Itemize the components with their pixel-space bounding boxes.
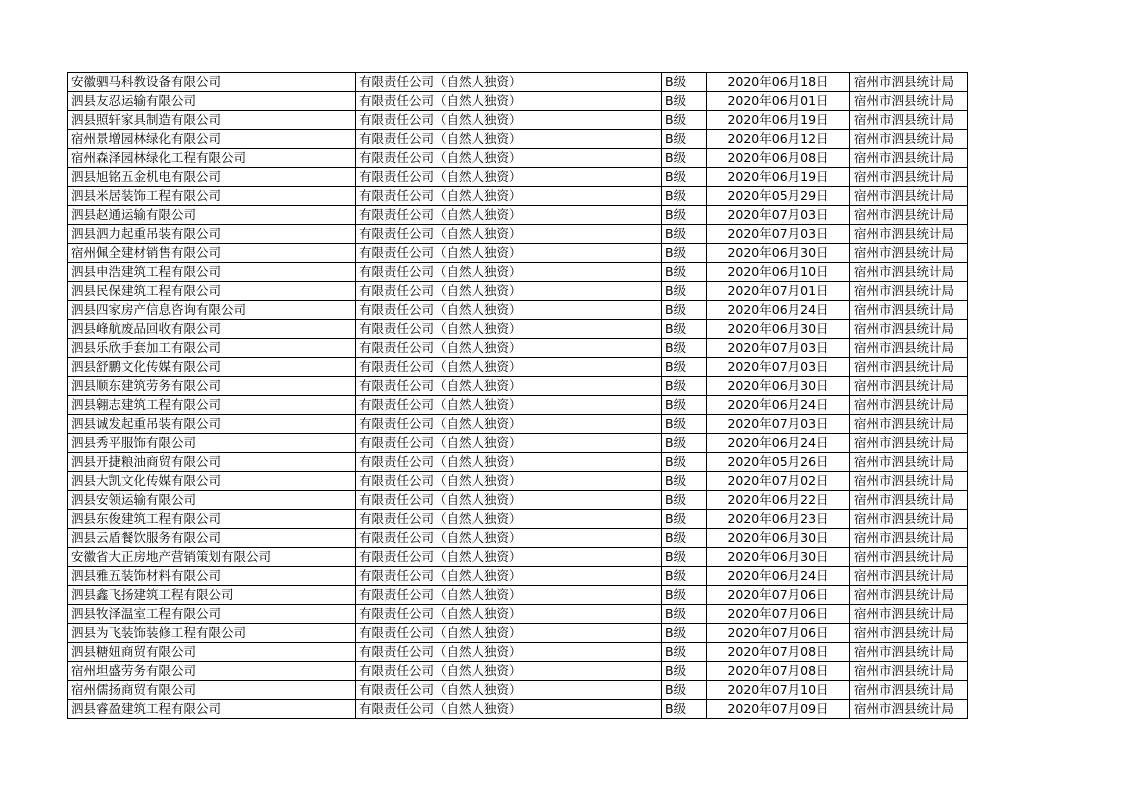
rating-date-cell: 2020年06月19日: [707, 168, 850, 187]
rating-date-cell: 2020年07月10日: [707, 681, 850, 700]
company-type-cell: 有限责任公司（自然人独资）: [356, 548, 662, 567]
company-type-cell: 有限责任公司（自然人独资）: [356, 491, 662, 510]
table-row: [68, 586, 968, 605]
rating-authority-cell: 宿州市泗县统计局: [850, 301, 968, 320]
rating-authority-cell: 宿州市泗县统计局: [850, 396, 968, 415]
table-row: [68, 624, 968, 643]
company-type-cell: 有限责任公司（自然人独资）: [356, 567, 662, 586]
company-name-cell: 泗县糖妞商贸有限公司: [68, 643, 356, 662]
credit-grade-cell: B级: [662, 624, 707, 643]
rating-date-cell: 2020年06月08日: [707, 149, 850, 168]
credit-grade-cell: B级: [662, 111, 707, 130]
rating-date-cell: 2020年07月03日: [707, 339, 850, 358]
table-row: [68, 225, 968, 244]
table-row: [68, 396, 968, 415]
credit-grade-cell: B级: [662, 339, 707, 358]
company-type-cell: 有限责任公司（自然人独资）: [356, 377, 662, 396]
company-name-cell: 泗县大凯文化传媒有限公司: [68, 472, 356, 491]
company-name-cell: 宿州佩全建材销售有限公司: [68, 244, 356, 263]
credit-grade-cell: B级: [662, 92, 707, 111]
rating-authority-cell: 宿州市泗县统计局: [850, 168, 968, 187]
rating-date-cell: 2020年07月01日: [707, 282, 850, 301]
rating-authority-cell: 宿州市泗县统计局: [850, 92, 968, 111]
table-row: [68, 282, 968, 301]
credit-grade-cell: B级: [662, 187, 707, 206]
company-type-cell: 有限责任公司（自然人独资）: [356, 453, 662, 472]
company-name-cell: 泗县东俊建筑工程有限公司: [68, 510, 356, 529]
company-name-cell: 宿州森泽园林绿化工程有限公司: [68, 149, 356, 168]
table-row: [68, 605, 968, 624]
company-name-cell: 泗县安领运输有限公司: [68, 491, 356, 510]
credit-grade-cell: B级: [662, 586, 707, 605]
credit-grade-cell: B级: [662, 320, 707, 339]
company-type-cell: 有限责任公司（自然人独资）: [356, 510, 662, 529]
rating-date-cell: 2020年06月24日: [707, 567, 850, 586]
credit-grade-cell: B级: [662, 643, 707, 662]
rating-date-cell: 2020年06月18日: [707, 73, 850, 92]
rating-authority-cell: 宿州市泗县统计局: [850, 111, 968, 130]
company-name-cell: 泗县开捷粮油商贸有限公司: [68, 453, 356, 472]
company-type-cell: 有限责任公司（自然人独资）: [356, 643, 662, 662]
company-type-cell: 有限责任公司（自然人独资）: [356, 244, 662, 263]
company-name-cell: 泗县翱志建筑工程有限公司: [68, 396, 356, 415]
table-row: [68, 662, 968, 681]
rating-authority-cell: 宿州市泗县统计局: [850, 567, 968, 586]
rating-date-cell: 2020年07月03日: [707, 358, 850, 377]
company-type-cell: 有限责任公司（自然人独资）: [356, 586, 662, 605]
rating-date-cell: 2020年05月29日: [707, 187, 850, 206]
rating-authority-cell: 宿州市泗县统计局: [850, 320, 968, 339]
company-name-cell: 宿州坦盛劳务有限公司: [68, 662, 356, 681]
company-type-cell: 有限责任公司（自然人独资）: [356, 225, 662, 244]
company-name-cell: 泗县舒鹏文化传媒有限公司: [68, 358, 356, 377]
table-row: [68, 339, 968, 358]
company-type-cell: 有限责任公司（自然人独资）: [356, 472, 662, 491]
company-name-cell: 泗县照轩家具制造有限公司: [68, 111, 356, 130]
rating-authority-cell: 宿州市泗县统计局: [850, 282, 968, 301]
rating-date-cell: 2020年06月24日: [707, 434, 850, 453]
rating-date-cell: 2020年06月24日: [707, 301, 850, 320]
company-type-cell: 有限责任公司（自然人独资）: [356, 662, 662, 681]
table-row: [68, 206, 968, 225]
rating-date-cell: 2020年06月12日: [707, 130, 850, 149]
table-row: [68, 263, 968, 282]
company-name-cell: 泗县赵通运输有限公司: [68, 206, 356, 225]
rating-date-cell: 2020年06月30日: [707, 548, 850, 567]
table-row: [68, 320, 968, 339]
credit-grade-cell: B级: [662, 282, 707, 301]
company-type-cell: 有限责任公司（自然人独资）: [356, 529, 662, 548]
table-row: [68, 92, 968, 111]
table-row: [68, 149, 968, 168]
rating-authority-cell: 宿州市泗县统计局: [850, 529, 968, 548]
credit-grade-cell: B级: [662, 662, 707, 681]
rating-authority-cell: 宿州市泗县统计局: [850, 225, 968, 244]
company-name-cell: 泗县雅五装饰材料有限公司: [68, 567, 356, 586]
company-name-cell: 泗县睿盈建筑工程有限公司: [68, 700, 356, 719]
company-credit-table: [67, 72, 968, 719]
credit-grade-cell: B级: [662, 396, 707, 415]
company-type-cell: 有限责任公司（自然人独资）: [356, 434, 662, 453]
rating-authority-cell: 宿州市泗县统计局: [850, 510, 968, 529]
company-name-cell: 宿州儒扬商贸有限公司: [68, 681, 356, 700]
company-type-cell: 有限责任公司（自然人独资）: [356, 320, 662, 339]
credit-grade-cell: B级: [662, 149, 707, 168]
company-type-cell: 有限责任公司（自然人独资）: [356, 149, 662, 168]
rating-authority-cell: 宿州市泗县统计局: [850, 377, 968, 396]
credit-grade-cell: B级: [662, 491, 707, 510]
credit-grade-cell: B级: [662, 472, 707, 491]
credit-grade-cell: B级: [662, 605, 707, 624]
table-row: [68, 301, 968, 320]
company-name-cell: 泗县顺东建筑劳务有限公司: [68, 377, 356, 396]
rating-date-cell: 2020年07月03日: [707, 225, 850, 244]
company-name-cell: 泗县申浩建筑工程有限公司: [68, 263, 356, 282]
rating-authority-cell: 宿州市泗县统计局: [850, 415, 968, 434]
rating-authority-cell: 宿州市泗县统计局: [850, 700, 968, 719]
rating-authority-cell: 宿州市泗县统计局: [850, 453, 968, 472]
rating-date-cell: 2020年07月06日: [707, 624, 850, 643]
table-row: [68, 415, 968, 434]
credit-grade-cell: B级: [662, 73, 707, 92]
credit-grade-cell: B级: [662, 206, 707, 225]
company-name-cell: 泗县峰航废品回收有限公司: [68, 320, 356, 339]
company-type-cell: 有限责任公司（自然人独资）: [356, 168, 662, 187]
credit-grade-cell: B级: [662, 415, 707, 434]
rating-authority-cell: 宿州市泗县统计局: [850, 605, 968, 624]
company-type-cell: 有限责任公司（自然人独资）: [356, 605, 662, 624]
rating-date-cell: 2020年07月09日: [707, 700, 850, 719]
table-row: [68, 681, 968, 700]
company-type-cell: 有限责任公司（自然人独资）: [356, 301, 662, 320]
rating-authority-cell: 宿州市泗县统计局: [850, 624, 968, 643]
company-name-cell: 泗县友忍运输有限公司: [68, 92, 356, 111]
credit-grade-cell: B级: [662, 244, 707, 263]
rating-date-cell: 2020年05月26日: [707, 453, 850, 472]
rating-authority-cell: 宿州市泗县统计局: [850, 130, 968, 149]
table-row: [68, 472, 968, 491]
company-name-cell: 泗县民保建筑工程有限公司: [68, 282, 356, 301]
company-name-cell: 宿州景增园林绿化有限公司: [68, 130, 356, 149]
rating-authority-cell: 宿州市泗县统计局: [850, 263, 968, 282]
company-name-cell: 泗县泗力起重吊装有限公司: [68, 225, 356, 244]
table-row: [68, 700, 968, 719]
company-type-cell: 有限责任公司（自然人独资）: [356, 700, 662, 719]
table-row: [68, 187, 968, 206]
table-body: [68, 73, 968, 719]
table-row: [68, 548, 968, 567]
table-row: [68, 111, 968, 130]
credit-grade-cell: B级: [662, 529, 707, 548]
company-type-cell: 有限责任公司（自然人独资）: [356, 263, 662, 282]
company-type-cell: 有限责任公司（自然人独资）: [356, 681, 662, 700]
rating-authority-cell: 宿州市泗县统计局: [850, 73, 968, 92]
company-type-cell: 有限责任公司（自然人独资）: [356, 92, 662, 111]
table-row: [68, 491, 968, 510]
rating-date-cell: 2020年07月08日: [707, 643, 850, 662]
rating-date-cell: 2020年07月03日: [707, 206, 850, 225]
credit-grade-cell: B级: [662, 681, 707, 700]
credit-grade-cell: B级: [662, 168, 707, 187]
rating-authority-cell: 宿州市泗县统计局: [850, 472, 968, 491]
rating-authority-cell: 宿州市泗县统计局: [850, 244, 968, 263]
rating-date-cell: 2020年07月02日: [707, 472, 850, 491]
rating-date-cell: 2020年06月01日: [707, 92, 850, 111]
rating-authority-cell: 宿州市泗县统计局: [850, 206, 968, 225]
company-type-cell: 有限责任公司（自然人独资）: [356, 339, 662, 358]
company-type-cell: 有限责任公司（自然人独资）: [356, 358, 662, 377]
company-name-cell: 泗县四家房产信息咨询有限公司: [68, 301, 356, 320]
rating-date-cell: 2020年06月10日: [707, 263, 850, 282]
rating-authority-cell: 宿州市泗县统计局: [850, 434, 968, 453]
rating-authority-cell: 宿州市泗县统计局: [850, 491, 968, 510]
company-type-cell: 有限责任公司（自然人独资）: [356, 206, 662, 225]
credit-grade-cell: B级: [662, 548, 707, 567]
company-name-cell: 安徽驷马科教设备有限公司: [68, 73, 356, 92]
company-type-cell: 有限责任公司（自然人独资）: [356, 415, 662, 434]
table-row: [68, 244, 968, 263]
rating-date-cell: 2020年06月30日: [707, 244, 850, 263]
credit-grade-cell: B级: [662, 225, 707, 244]
rating-date-cell: 2020年06月30日: [707, 320, 850, 339]
rating-date-cell: 2020年07月06日: [707, 586, 850, 605]
company-type-cell: 有限责任公司（自然人独资）: [356, 130, 662, 149]
rating-date-cell: 2020年06月23日: [707, 510, 850, 529]
rating-authority-cell: 宿州市泗县统计局: [850, 586, 968, 605]
company-name-cell: 安徽省大正房地产营销策划有限公司: [68, 548, 356, 567]
company-name-cell: 泗县米居装饰工程有限公司: [68, 187, 356, 206]
company-type-cell: 有限责任公司（自然人独资）: [356, 396, 662, 415]
credit-grade-cell: B级: [662, 510, 707, 529]
rating-authority-cell: 宿州市泗县统计局: [850, 339, 968, 358]
rating-authority-cell: 宿州市泗县统计局: [850, 187, 968, 206]
rating-authority-cell: 宿州市泗县统计局: [850, 681, 968, 700]
table-row: [68, 168, 968, 187]
rating-date-cell: 2020年06月24日: [707, 396, 850, 415]
company-type-cell: 有限责任公司（自然人独资）: [356, 282, 662, 301]
company-type-cell: 有限责任公司（自然人独资）: [356, 624, 662, 643]
rating-date-cell: 2020年07月06日: [707, 605, 850, 624]
table-row: [68, 377, 968, 396]
table-row: [68, 510, 968, 529]
rating-date-cell: 2020年06月30日: [707, 377, 850, 396]
table-row: [68, 358, 968, 377]
company-name-cell: 泗县牧泽温室工程有限公司: [68, 605, 356, 624]
company-type-cell: 有限责任公司（自然人独资）: [356, 111, 662, 130]
table-row: [68, 643, 968, 662]
credit-grade-cell: B级: [662, 700, 707, 719]
credit-grade-cell: B级: [662, 567, 707, 586]
company-type-cell: 有限责任公司（自然人独资）: [356, 73, 662, 92]
company-name-cell: 泗县乐欣手套加工有限公司: [68, 339, 356, 358]
company-name-cell: 泗县旭铭五金机电有限公司: [68, 168, 356, 187]
rating-authority-cell: 宿州市泗县统计局: [850, 548, 968, 567]
rating-date-cell: 2020年06月19日: [707, 111, 850, 130]
table-row: [68, 73, 968, 92]
company-name-cell: 泗县鑫飞扬建筑工程有限公司: [68, 586, 356, 605]
table-row: [68, 130, 968, 149]
credit-grade-cell: B级: [662, 130, 707, 149]
credit-grade-cell: B级: [662, 453, 707, 472]
rating-date-cell: 2020年06月22日: [707, 491, 850, 510]
table-row: [68, 434, 968, 453]
rating-authority-cell: 宿州市泗县统计局: [850, 643, 968, 662]
company-type-cell: 有限责任公司（自然人独资）: [356, 187, 662, 206]
company-name-cell: 泗县云盾餐饮服务有限公司: [68, 529, 356, 548]
rating-authority-cell: 宿州市泗县统计局: [850, 662, 968, 681]
table-row: [68, 567, 968, 586]
company-name-cell: 泗县秀平服饰有限公司: [68, 434, 356, 453]
rating-date-cell: 2020年07月08日: [707, 662, 850, 681]
company-name-cell: 泗县诚发起重吊装有限公司: [68, 415, 356, 434]
company-name-cell: 泗县为飞装饰装修工程有限公司: [68, 624, 356, 643]
rating-authority-cell: 宿州市泗县统计局: [850, 358, 968, 377]
rating-date-cell: 2020年06月30日: [707, 529, 850, 548]
rating-authority-cell: 宿州市泗县统计局: [850, 149, 968, 168]
table-row: [68, 529, 968, 548]
credit-grade-cell: B级: [662, 358, 707, 377]
credit-grade-cell: B级: [662, 434, 707, 453]
table-row: [68, 453, 968, 472]
credit-grade-cell: B级: [662, 377, 707, 396]
rating-date-cell: 2020年07月03日: [707, 415, 850, 434]
credit-grade-cell: B级: [662, 301, 707, 320]
credit-grade-cell: B级: [662, 263, 707, 282]
